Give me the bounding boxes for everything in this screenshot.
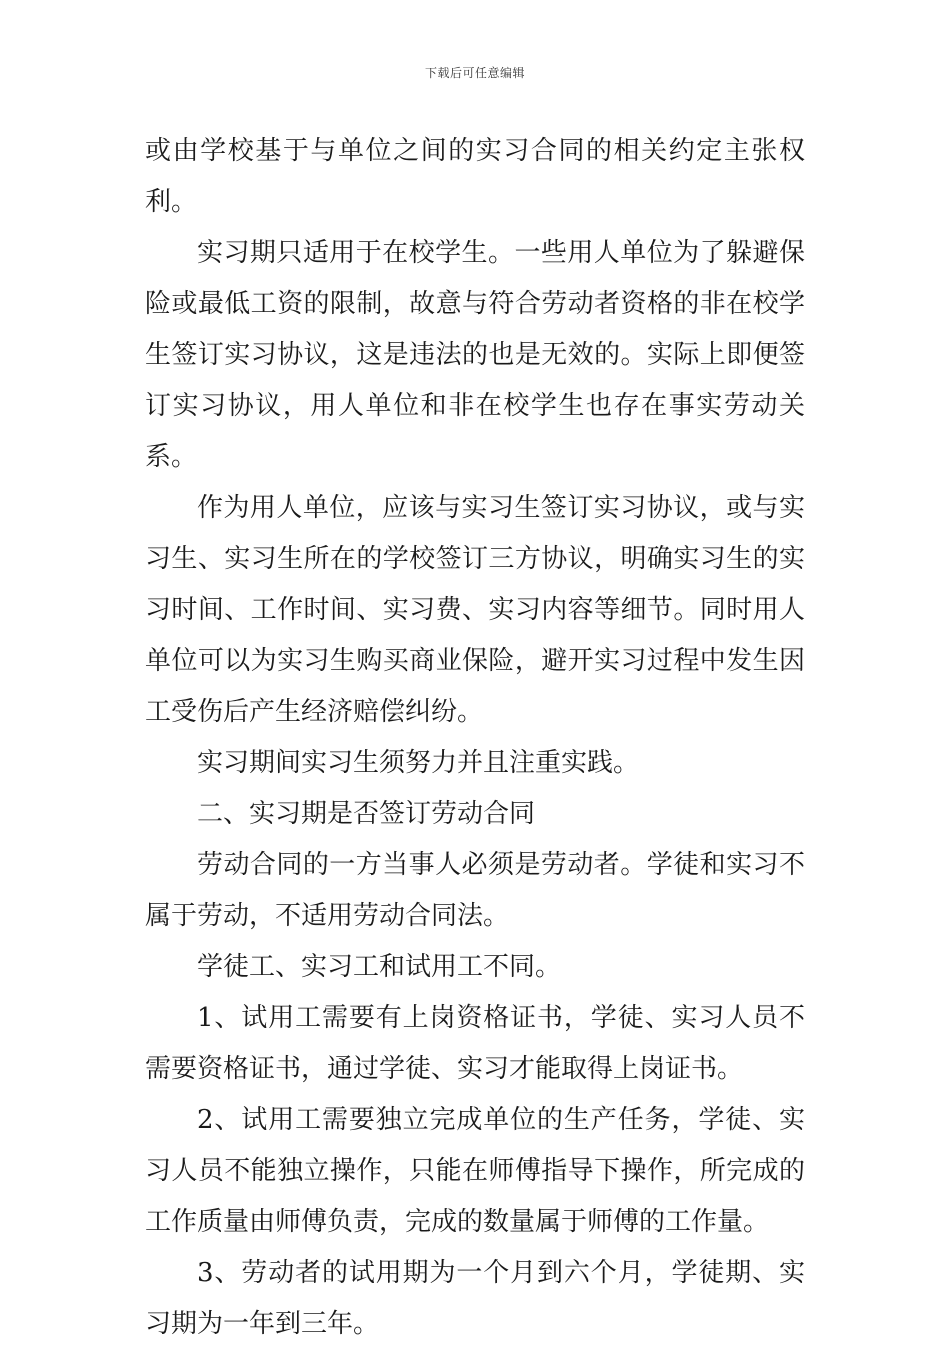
section-heading-contract: 二、实习期是否签订劳动合同	[197, 799, 536, 829]
paragraph-differences-intro: 学徒工、实习工和试用工不同。	[197, 952, 562, 982]
list-item-1: 1、试用工需要有上岗资格证书，学徒、实习人员不需要资格证书，通过学徒、实习才能取得上岗证书。	[145, 1003, 805, 1084]
page-header-note: 下载后可任意编辑	[424, 66, 525, 80]
paragraph-practice: 实习期间实习生须努力并且注重实践。	[197, 748, 640, 778]
paragraph-internship-scope: 实习期只适用于在校学生。一些用人单位为了躲避保险或最低工资的限制，故意与符合劳动者资格的非在校学生签订实习协议，这是违法的也是无效的。实际上即便签订实习协议，用人单位和非在校学生也存在事实劳动关系。	[145, 238, 805, 472]
list-item-2: 2、试用工需要独立完成单位的生产任务，学徒、实习人员不能独立操作，只能在师傅指导下操作，所完成的工作质量由师傅负责，完成的数量属于师傅的工作量。	[145, 1105, 805, 1237]
document-body	[145, 126, 805, 1350]
paragraph-continuation: 或由学校基于与单位之间的实习合同的相关约定主张权利。	[145, 136, 805, 217]
paragraph-labor-contract: 劳动合同的一方当事人必须是劳动者。学徒和实习不属于劳动，不适用劳动合同法。	[145, 850, 805, 931]
paragraph-employer-duties: 作为用人单位，应该与实习生签订实习协议，或与实习生、实习生所在的学校签订三方协议，明确实习生的实习时间、工作时间、实习费、实习内容等细节。同时用人单位可以为实习生购买商业保险，避开实习过程中发生因工受伤后产生经济赔偿纠纷。	[145, 493, 805, 727]
list-item-3: 3、劳动者的试用期为一个月到六个月，学徒期、实习期为一年到三年。	[145, 1258, 805, 1339]
